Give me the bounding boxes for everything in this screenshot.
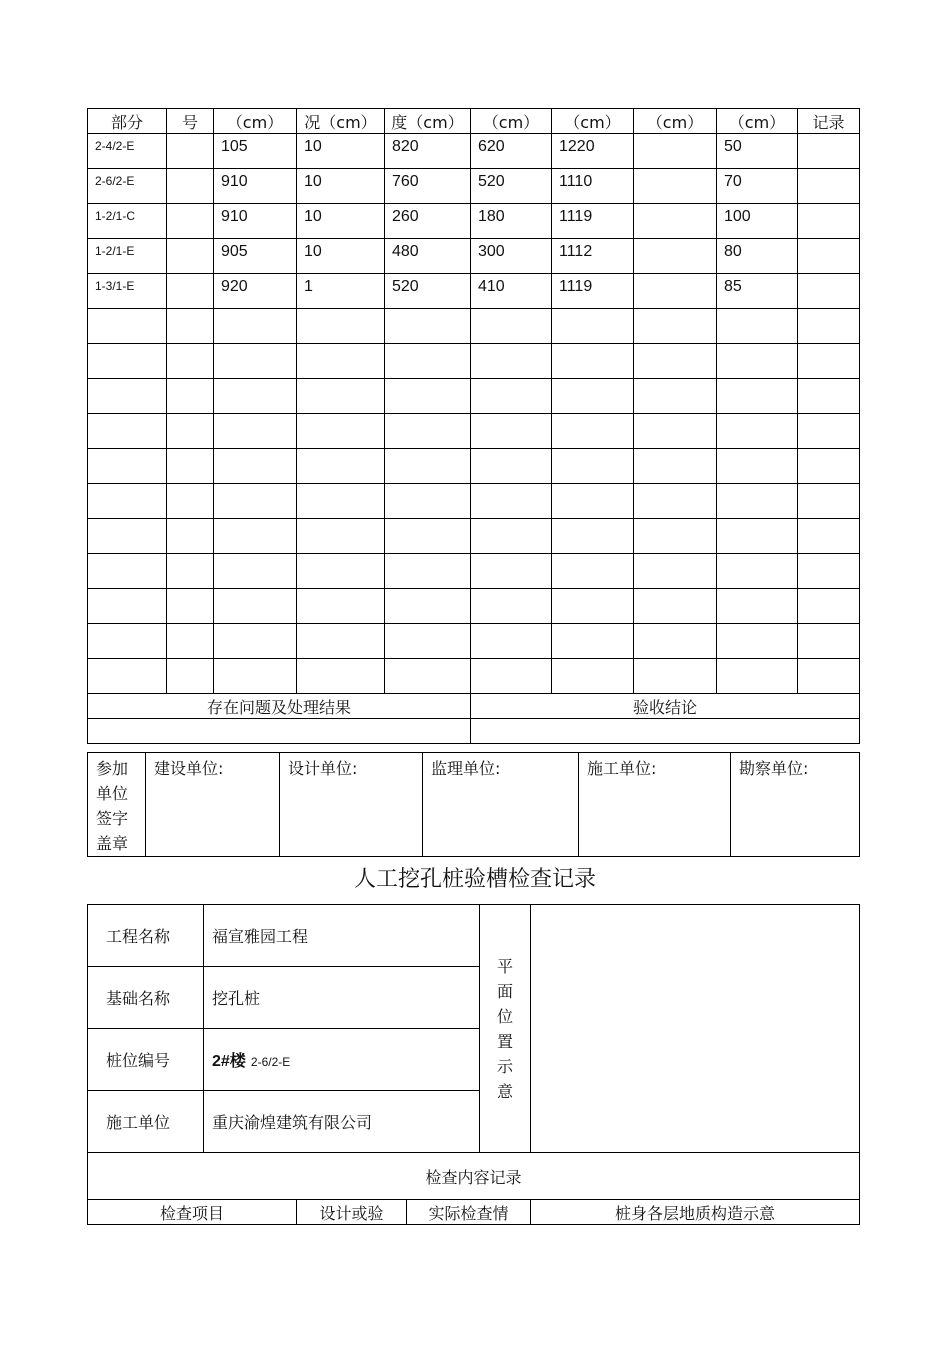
table-cell[interactable] bbox=[717, 449, 798, 484]
table-row-empty bbox=[88, 659, 860, 694]
table-cell[interactable] bbox=[717, 554, 798, 589]
table-row-empty bbox=[88, 589, 860, 624]
table-cell[interactable] bbox=[167, 554, 214, 589]
problems-value[interactable] bbox=[88, 719, 471, 744]
table-cell[interactable] bbox=[297, 204, 385, 239]
project-name-value[interactable]: 福宣雅园工程 bbox=[204, 905, 480, 967]
cell-value bbox=[798, 204, 859, 208]
signature-cell-construction[interactable] bbox=[146, 753, 280, 857]
table-row-empty bbox=[88, 379, 860, 414]
table-cell[interactable] bbox=[634, 519, 717, 554]
cell-value: 10 bbox=[304, 243, 322, 260]
cell-value: 820 bbox=[392, 138, 419, 155]
sub-header-design: 设计或验 bbox=[297, 1200, 407, 1225]
cell-value: 620 bbox=[478, 138, 505, 155]
table-cell[interactable] bbox=[798, 379, 860, 414]
signature-cell-supervision[interactable] bbox=[423, 753, 579, 857]
cell-value: 1 bbox=[304, 278, 313, 295]
cell-value: 85 bbox=[724, 278, 742, 295]
cell-value: 520 bbox=[478, 173, 505, 190]
table-row bbox=[88, 134, 860, 169]
table-cell[interactable] bbox=[297, 274, 385, 309]
cell-value bbox=[798, 239, 859, 243]
unit-label: 施工单位: bbox=[587, 759, 657, 778]
problems-label: 存在问题及处理结果 bbox=[88, 694, 471, 719]
table-cell[interactable] bbox=[552, 344, 634, 379]
inspection-section-title: 检查内容记录 bbox=[88, 1153, 860, 1200]
column-header: （cm） bbox=[552, 109, 634, 134]
cell-value bbox=[167, 204, 213, 208]
cell-value: 760 bbox=[392, 173, 419, 190]
table-row bbox=[88, 204, 860, 239]
table-cell[interactable] bbox=[634, 169, 717, 204]
table-cell[interactable] bbox=[297, 659, 385, 694]
table-cell[interactable] bbox=[717, 204, 798, 239]
table-cell[interactable] bbox=[385, 449, 471, 484]
table-cell[interactable] bbox=[717, 414, 798, 449]
table-cell[interactable] bbox=[214, 379, 297, 414]
cell-value: 1110 bbox=[559, 173, 593, 190]
table-cell[interactable] bbox=[798, 519, 860, 554]
table-cell[interactable] bbox=[88, 134, 167, 169]
table-cell[interactable] bbox=[471, 484, 552, 519]
table-cell[interactable] bbox=[385, 379, 471, 414]
table-cell[interactable] bbox=[471, 624, 552, 659]
table-cell[interactable] bbox=[471, 169, 552, 204]
table-row-empty bbox=[88, 484, 860, 519]
signature-table bbox=[87, 752, 860, 857]
cell-value: 905 bbox=[221, 243, 248, 260]
table-cell[interactable] bbox=[798, 484, 860, 519]
table-cell[interactable] bbox=[214, 274, 297, 309]
table-cell[interactable] bbox=[297, 169, 385, 204]
table-cell[interactable] bbox=[214, 414, 297, 449]
cell-value: 520 bbox=[392, 278, 419, 295]
table-cell[interactable] bbox=[167, 204, 214, 239]
table-cell[interactable] bbox=[385, 519, 471, 554]
pile-data-table bbox=[87, 108, 860, 744]
table-row bbox=[88, 274, 860, 309]
table-cell[interactable] bbox=[471, 239, 552, 274]
cell-value: 105 bbox=[221, 138, 248, 155]
table-cell[interactable] bbox=[385, 589, 471, 624]
table-cell[interactable] bbox=[717, 659, 798, 694]
cell-value bbox=[634, 239, 716, 243]
table-row-empty bbox=[88, 554, 860, 589]
cell-value: 10 bbox=[304, 208, 322, 225]
table-cell[interactable] bbox=[634, 554, 717, 589]
table-cell[interactable] bbox=[385, 204, 471, 239]
cell-value: 1220 bbox=[559, 138, 595, 155]
plan-char: 平 bbox=[497, 956, 514, 976]
table-cell[interactable] bbox=[167, 169, 214, 204]
table-cell[interactable] bbox=[214, 659, 297, 694]
table-cell[interactable] bbox=[471, 449, 552, 484]
table-row-empty bbox=[88, 414, 860, 449]
contractor-label: 施工单位 bbox=[88, 1091, 204, 1153]
side-label-line: 签字 bbox=[96, 809, 129, 828]
cell-value bbox=[798, 169, 859, 173]
table-cell[interactable] bbox=[552, 519, 634, 554]
table-cell[interactable] bbox=[88, 169, 167, 204]
table-cell[interactable] bbox=[297, 484, 385, 519]
table-cell[interactable] bbox=[552, 239, 634, 274]
table-cell[interactable] bbox=[471, 274, 552, 309]
table-cell[interactable] bbox=[471, 414, 552, 449]
plan-char: 位 bbox=[497, 1006, 514, 1026]
table-cell[interactable] bbox=[798, 344, 860, 379]
table-cell[interactable] bbox=[552, 309, 634, 344]
cell-value: 480 bbox=[392, 243, 419, 260]
column-header: 部分 bbox=[88, 109, 167, 134]
cell-value: 1-3/1-E bbox=[95, 279, 135, 293]
table-cell[interactable] bbox=[88, 589, 167, 624]
column-header: （cm） bbox=[471, 109, 552, 134]
plan-position-label bbox=[480, 905, 531, 1153]
table-row bbox=[88, 239, 860, 274]
form-title: 人工挖孔桩验槽检查记录 bbox=[353, 867, 596, 892]
table-row-empty bbox=[88, 309, 860, 344]
sub-header-actual: 实际检查情 bbox=[407, 1200, 531, 1225]
cell-value: 910 bbox=[221, 208, 248, 225]
table-cell[interactable] bbox=[798, 414, 860, 449]
table-cell[interactable] bbox=[717, 519, 798, 554]
table-cell[interactable] bbox=[634, 484, 717, 519]
table-cell[interactable] bbox=[167, 414, 214, 449]
table-cell[interactable] bbox=[167, 589, 214, 624]
table-cell[interactable] bbox=[717, 589, 798, 624]
foundation-name-value[interactable]: 挖孔桩 bbox=[204, 967, 480, 1029]
table-cell[interactable] bbox=[297, 414, 385, 449]
contractor-value[interactable]: 重庆渝煌建筑有限公司 bbox=[204, 1091, 480, 1153]
cell-value: 80 bbox=[724, 243, 742, 260]
table-cell[interactable] bbox=[297, 134, 385, 169]
cell-value: 2-4/2-E bbox=[95, 139, 135, 153]
table-cell[interactable] bbox=[385, 484, 471, 519]
table-cell[interactable] bbox=[88, 379, 167, 414]
table-cell[interactable] bbox=[552, 274, 634, 309]
cell-value: 920 bbox=[221, 278, 248, 295]
table-row-empty bbox=[88, 519, 860, 554]
unit-label: 勘察单位: bbox=[739, 759, 809, 778]
table-row bbox=[88, 169, 860, 204]
table-cell[interactable] bbox=[717, 379, 798, 414]
table-cell[interactable] bbox=[167, 484, 214, 519]
table-cell[interactable] bbox=[88, 204, 167, 239]
cell-value: 1112 bbox=[559, 243, 593, 260]
table-cell[interactable] bbox=[552, 449, 634, 484]
cell-value bbox=[798, 134, 859, 138]
table-cell[interactable] bbox=[297, 624, 385, 659]
cell-value: 1-2/1-E bbox=[95, 244, 135, 258]
table-cell[interactable] bbox=[385, 344, 471, 379]
table-cell[interactable] bbox=[717, 239, 798, 274]
table-cell[interactable] bbox=[471, 204, 552, 239]
side-label-line: 盖章 bbox=[96, 834, 129, 853]
table-cell[interactable] bbox=[798, 624, 860, 659]
column-header: （cm） bbox=[214, 109, 297, 134]
table-cell[interactable] bbox=[471, 589, 552, 624]
cell-value: 1119 bbox=[559, 208, 593, 225]
table-cell[interactable] bbox=[717, 484, 798, 519]
column-header: 况（cm） bbox=[297, 109, 385, 134]
cell-value bbox=[167, 239, 213, 243]
table-cell[interactable] bbox=[552, 204, 634, 239]
unit-label: 监理单位: bbox=[431, 759, 501, 778]
table-cell[interactable] bbox=[471, 554, 552, 589]
side-label-line: 单位 bbox=[96, 784, 129, 803]
table-cell[interactable] bbox=[798, 274, 860, 309]
cell-value bbox=[634, 169, 716, 173]
cell-value: 50 bbox=[724, 138, 742, 155]
table-cell[interactable] bbox=[634, 379, 717, 414]
table-cell[interactable] bbox=[798, 239, 860, 274]
table-cell[interactable] bbox=[167, 624, 214, 659]
table-cell[interactable] bbox=[552, 624, 634, 659]
table-cell[interactable] bbox=[214, 134, 297, 169]
plan-char: 示 bbox=[497, 1056, 514, 1076]
signature-cell-survey[interactable] bbox=[731, 753, 860, 857]
signature-cell-design[interactable] bbox=[280, 753, 423, 857]
table-cell[interactable] bbox=[167, 344, 214, 379]
signature-cell-contractor[interactable] bbox=[579, 753, 731, 857]
plan-char: 意 bbox=[497, 1081, 514, 1101]
cell-value: 70 bbox=[724, 173, 742, 190]
unit-label: 设计单位: bbox=[288, 759, 358, 778]
result-value-row bbox=[88, 719, 860, 744]
table-cell[interactable] bbox=[214, 484, 297, 519]
table-cell[interactable] bbox=[385, 274, 471, 309]
table-cell[interactable] bbox=[798, 449, 860, 484]
table-cell[interactable] bbox=[297, 554, 385, 589]
table-cell[interactable] bbox=[297, 239, 385, 274]
plan-position-sketch-area[interactable] bbox=[531, 905, 860, 1153]
table-cell[interactable] bbox=[214, 239, 297, 274]
table-cell[interactable] bbox=[88, 344, 167, 379]
table-cell[interactable] bbox=[552, 484, 634, 519]
table-cell[interactable] bbox=[798, 659, 860, 694]
table-cell[interactable] bbox=[167, 239, 214, 274]
table-cell[interactable] bbox=[552, 169, 634, 204]
table-cell[interactable] bbox=[385, 554, 471, 589]
table-cell[interactable] bbox=[634, 414, 717, 449]
cell-value: 910 bbox=[221, 173, 248, 190]
table-cell[interactable] bbox=[717, 274, 798, 309]
cell-value bbox=[798, 274, 859, 278]
table-row-empty bbox=[88, 344, 860, 379]
table-cell[interactable] bbox=[214, 309, 297, 344]
table-cell[interactable] bbox=[634, 344, 717, 379]
pile-building: 2#楼 bbox=[212, 1053, 246, 1070]
table-cell[interactable] bbox=[214, 449, 297, 484]
table-row-empty bbox=[88, 449, 860, 484]
table-cell[interactable] bbox=[297, 519, 385, 554]
table-cell[interactable] bbox=[385, 624, 471, 659]
table-cell[interactable] bbox=[297, 309, 385, 344]
cell-value: 180 bbox=[478, 208, 505, 225]
table-cell[interactable] bbox=[167, 379, 214, 414]
table-cell[interactable] bbox=[167, 134, 214, 169]
table-cell[interactable] bbox=[717, 309, 798, 344]
table-cell[interactable] bbox=[717, 624, 798, 659]
table-cell[interactable] bbox=[88, 519, 167, 554]
table-cell[interactable] bbox=[214, 204, 297, 239]
table-cell[interactable] bbox=[552, 554, 634, 589]
table-cell[interactable] bbox=[297, 344, 385, 379]
plan-char: 面 bbox=[497, 981, 514, 1001]
table-cell[interactable] bbox=[214, 344, 297, 379]
table-cell[interactable] bbox=[88, 239, 167, 274]
table-cell[interactable] bbox=[88, 414, 167, 449]
cell-value: 2-6/2-E bbox=[95, 174, 135, 188]
table-cell[interactable] bbox=[552, 659, 634, 694]
table-cell[interactable] bbox=[167, 519, 214, 554]
table-cell[interactable] bbox=[471, 519, 552, 554]
result-label-row bbox=[88, 694, 860, 719]
cell-value: 1119 bbox=[559, 278, 593, 295]
cell-value bbox=[634, 274, 716, 278]
table-cell[interactable] bbox=[88, 484, 167, 519]
table-cell[interactable] bbox=[88, 274, 167, 309]
unit-label: 建设单位: bbox=[154, 759, 224, 778]
table-cell[interactable] bbox=[471, 309, 552, 344]
column-header: （cm） bbox=[717, 109, 798, 134]
table-cell[interactable] bbox=[552, 414, 634, 449]
table-cell[interactable] bbox=[634, 659, 717, 694]
table-cell[interactable] bbox=[214, 589, 297, 624]
table-cell[interactable] bbox=[88, 624, 167, 659]
cell-value bbox=[634, 204, 716, 208]
table-cell[interactable] bbox=[214, 554, 297, 589]
table-cell[interactable] bbox=[167, 659, 214, 694]
table-cell[interactable] bbox=[634, 624, 717, 659]
table-cell[interactable] bbox=[634, 309, 717, 344]
column-header: 号 bbox=[167, 109, 214, 134]
table-cell[interactable] bbox=[167, 274, 214, 309]
table-cell[interactable] bbox=[798, 204, 860, 239]
table-cell[interactable] bbox=[634, 449, 717, 484]
table-cell[interactable] bbox=[471, 134, 552, 169]
table-cell[interactable] bbox=[634, 589, 717, 624]
table-cell[interactable] bbox=[798, 554, 860, 589]
table-cell[interactable] bbox=[167, 449, 214, 484]
pile-number-value[interactable] bbox=[204, 1029, 480, 1091]
pile-code: 2-6/2-E bbox=[250, 1055, 291, 1069]
table-cell[interactable] bbox=[634, 204, 717, 239]
table-cell[interactable] bbox=[798, 309, 860, 344]
plan-char: 置 bbox=[497, 1031, 514, 1051]
table-cell[interactable] bbox=[88, 659, 167, 694]
table-cell[interactable] bbox=[385, 414, 471, 449]
cell-value: 100 bbox=[724, 208, 751, 225]
cell-value: 260 bbox=[392, 208, 419, 225]
inspection-form bbox=[87, 904, 860, 1225]
table-cell[interactable] bbox=[297, 589, 385, 624]
table-cell[interactable] bbox=[798, 589, 860, 624]
table-cell[interactable] bbox=[385, 309, 471, 344]
table-cell[interactable] bbox=[634, 134, 717, 169]
cell-value: 410 bbox=[478, 278, 505, 295]
cell-value: 10 bbox=[304, 138, 322, 155]
pile-number-label: 桩位编号 bbox=[88, 1029, 204, 1091]
table-cell[interactable] bbox=[385, 659, 471, 694]
table-cell[interactable] bbox=[385, 169, 471, 204]
table-cell[interactable] bbox=[471, 379, 552, 414]
sub-header-item: 检查项目 bbox=[88, 1200, 297, 1225]
table-cell[interactable] bbox=[167, 309, 214, 344]
cell-value: 10 bbox=[304, 173, 322, 190]
column-header: 记录 bbox=[798, 109, 860, 134]
table-cell[interactable] bbox=[471, 344, 552, 379]
cell-value bbox=[167, 134, 213, 138]
table-cell[interactable] bbox=[552, 589, 634, 624]
side-label-line: 参加 bbox=[96, 759, 129, 778]
table-cell[interactable] bbox=[798, 134, 860, 169]
cell-value: 1-2/1-C bbox=[95, 209, 136, 223]
table-cell[interactable] bbox=[88, 309, 167, 344]
column-header: 度（cm） bbox=[385, 109, 471, 134]
table-cell[interactable] bbox=[552, 134, 634, 169]
table-cell[interactable] bbox=[717, 169, 798, 204]
table-cell[interactable] bbox=[798, 169, 860, 204]
cell-value bbox=[167, 274, 213, 278]
table-cell[interactable] bbox=[717, 134, 798, 169]
table-cell[interactable] bbox=[297, 379, 385, 414]
table-cell[interactable] bbox=[214, 169, 297, 204]
table-cell[interactable] bbox=[297, 449, 385, 484]
table-cell[interactable] bbox=[552, 379, 634, 414]
table-cell[interactable] bbox=[634, 239, 717, 274]
table-cell[interactable] bbox=[88, 554, 167, 589]
table-cell[interactable] bbox=[385, 134, 471, 169]
project-name-label: 工程名称 bbox=[88, 905, 204, 967]
conclusion-value[interactable] bbox=[471, 719, 860, 744]
signature-side-label bbox=[88, 753, 146, 857]
table-row-empty bbox=[88, 624, 860, 659]
foundation-name-label: 基础名称 bbox=[88, 967, 204, 1029]
cell-value: 300 bbox=[478, 243, 505, 260]
table-cell[interactable] bbox=[471, 659, 552, 694]
column-header: （cm） bbox=[634, 109, 717, 134]
table-cell[interactable] bbox=[88, 449, 167, 484]
table-cell[interactable] bbox=[385, 239, 471, 274]
conclusion-label: 验收结论 bbox=[471, 694, 860, 719]
table-cell[interactable] bbox=[717, 344, 798, 379]
table-cell[interactable] bbox=[214, 624, 297, 659]
table-cell[interactable] bbox=[214, 519, 297, 554]
cell-value bbox=[167, 169, 213, 173]
table-cell[interactable] bbox=[634, 274, 717, 309]
sub-header-geology: 桩身各层地质构造示意 bbox=[531, 1200, 860, 1225]
table-header-row bbox=[88, 109, 860, 134]
cell-value bbox=[634, 134, 716, 138]
